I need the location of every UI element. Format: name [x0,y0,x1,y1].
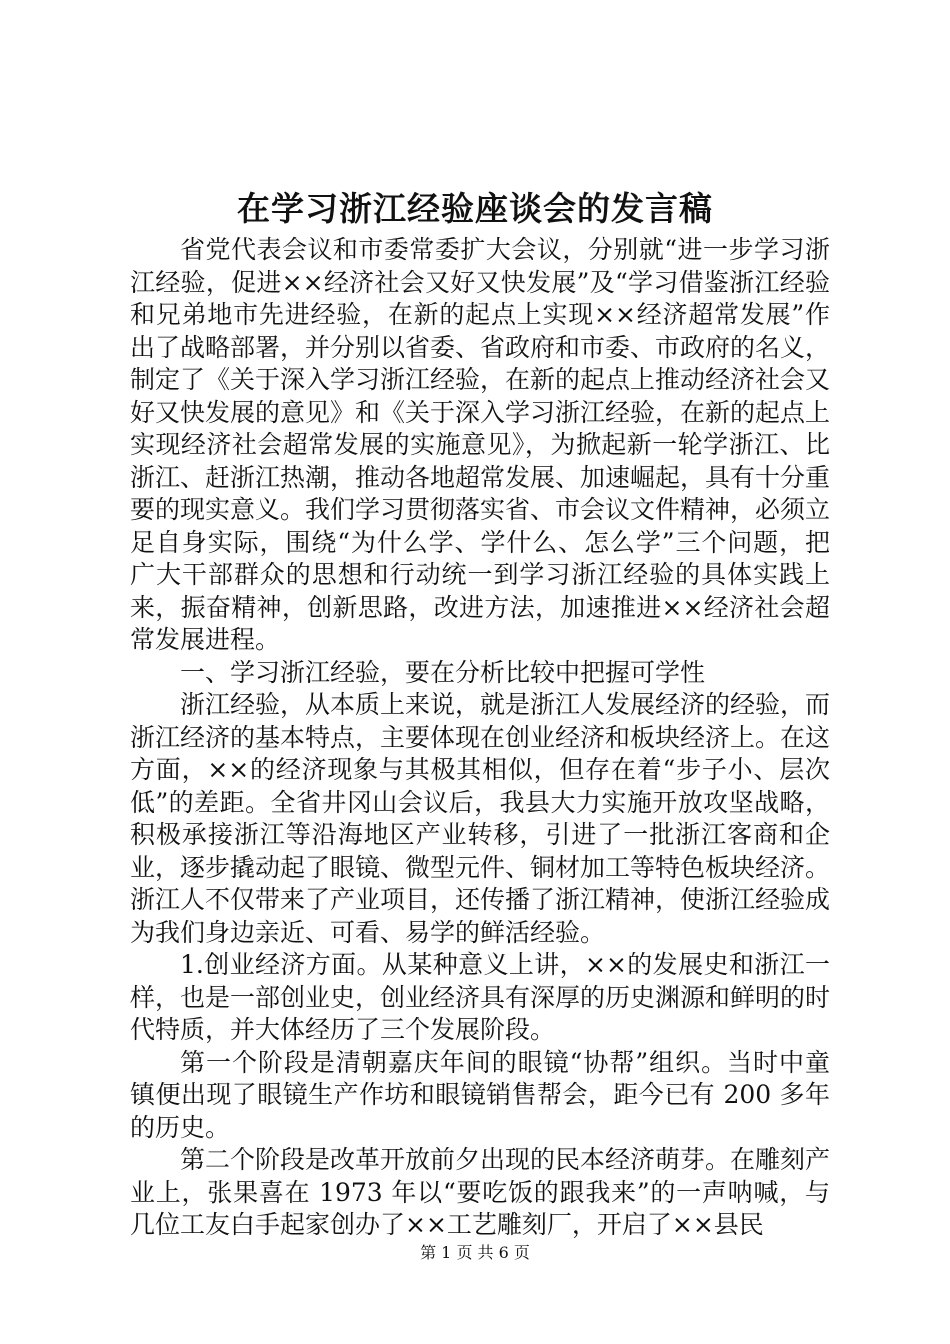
document-title: 在学习浙江经验座谈会的发言稿 [237,189,713,228]
paragraph-stage-two: 第二个阶段是改革开放前夕出现的民本经济萌芽。在雕刻产业上，张果喜在 1973 年以“要吃饭的跟我来”的一声呐喊，与几位工友白手起家创办了××工艺雕刻厂，开启了××县民 [130,1145,831,1239]
page-number-footer: 第 1 页 共 6 页 [420,1243,530,1262]
paragraph-stage-one: 第一个阶段是清朝嘉庆年间的眼镜“协帮”组织。当时中童镇便出现了眼镜生产作坊和眼镜销售帮会，距今已有 200 多年的历史。 [130,1047,830,1142]
document-body [130,234,830,1242]
section-heading-1: 一、学习浙江经验，要在分析比较中把握可学性 [180,657,706,687]
paragraph-zhejiang-experience: 浙江经验，从本质上来说，就是浙江人发展经济的经验，而浙江经济的基本特点，主要体现在创业经济和板块经济上。在这方面，××的经济现象与其极其相似，但存在着“步子小、层次低”的差距。全省井冈山会议后，我县大力实施开放攻坚战略，积极承接浙江等沿海地区产业转移，引进了一批浙江客商和企业，逐步撬动起了眼镜、微型元件、铜材加工等特色板块经济。浙江人不仅带来了产业项目，还传播了浙江精神，使浙江经验成为我们身边亲近、可看、易学的鲜活经验。 [130,690,831,947]
paragraph-intro: 省党代表会议和市委常委扩大会议，分别就“进一步学习浙江经验，促进××经济社会又好又快发展”及“学习借鉴浙江经验和兄弟地市先进经验，在新的起点上实现××经济超常发展”作出了战略部署，并分别以省委、省政府和市委、市政府的名义，制定了《关于深入学习浙江经验，在新的起点上推动经济社会又好又快发展的意见》和《关于深入学习浙江经验，在新的起点上实现经济社会超常发展的实施意见》，为掀起新一轮学浙江、比浙江、赶浙江热潮，推动各地超常发展、加速崛起，具有十分重要的现实意义。我们学习贯彻落实省、市会议文件精神，必须立足自身实际，围绕“为什么学、学什么、怎么学”三个问题，把广大干部群众的思想和行动统一到学习浙江经验的具体实践上来，振奋精神，创新思路，改进方法，加速推进××经济社会超常发展进程。 [130,235,831,654]
paragraph-entrepreneurial-economy: 1.创业经济方面。从某种意义上讲，××的发展史和浙江一样，也是一部创业史，创业经济具有深厚的历史渊源和鲜明的时代特质，并大体经历了三个发展阶段。 [130,950,831,1044]
